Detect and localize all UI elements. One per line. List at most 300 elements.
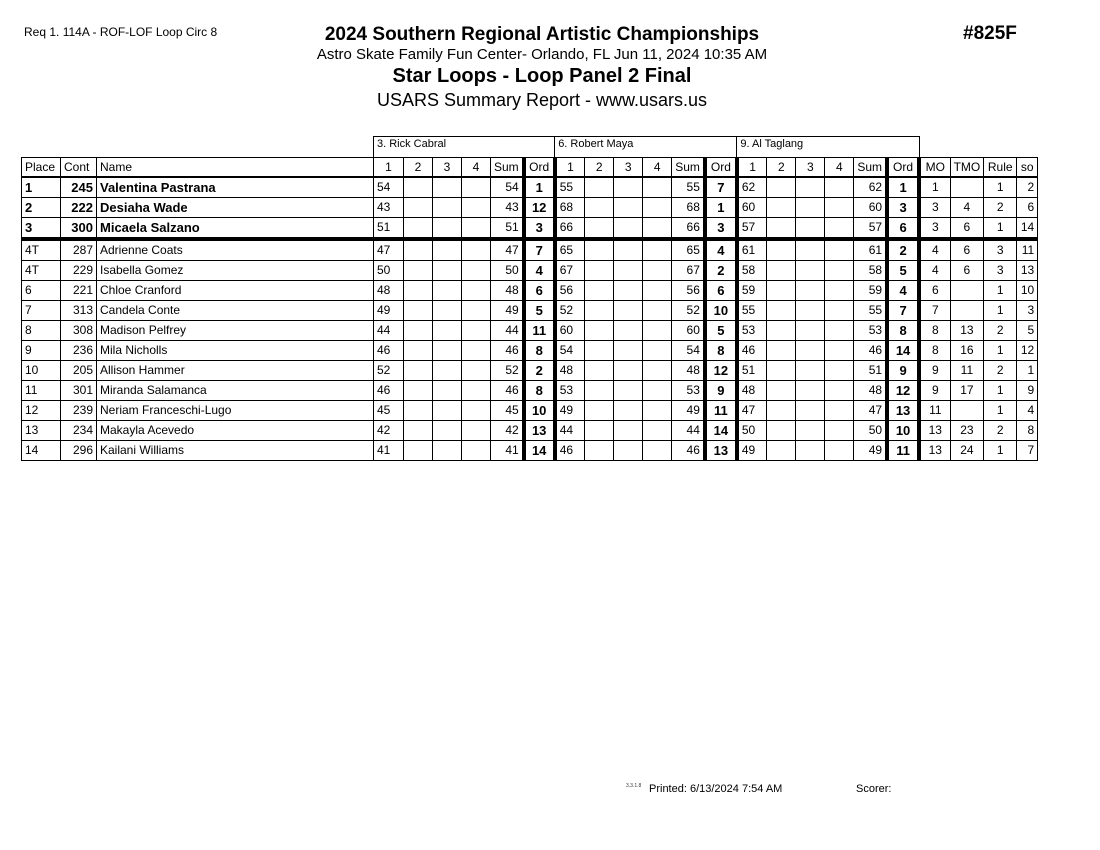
score-cell xyxy=(796,401,825,421)
score-cell: 54 xyxy=(555,341,585,361)
score-cell xyxy=(643,281,672,301)
score-cell xyxy=(404,361,433,381)
score-cell xyxy=(643,177,672,198)
so-cell: 5 xyxy=(1017,321,1038,341)
table-row xyxy=(22,401,1038,421)
cont-cell: 308 xyxy=(61,321,97,341)
col-rule: Rule xyxy=(984,158,1017,178)
so-cell: 1 xyxy=(1017,361,1038,381)
ordinal-cell: 9 xyxy=(705,381,737,401)
col-cont: Cont xyxy=(61,158,97,178)
rule-cell: 1 xyxy=(984,401,1017,421)
ordinal-cell: 10 xyxy=(705,301,737,321)
mo-cell: 7 xyxy=(919,301,950,321)
rule-cell: 2 xyxy=(984,198,1017,218)
mo-cell: 6 xyxy=(919,281,950,301)
col-judge2-3: 3 xyxy=(614,158,643,178)
sum-cell: 67 xyxy=(672,261,705,281)
sum-cell: 60 xyxy=(854,198,887,218)
competition-title: 2024 Southern Regional Artistic Championships xyxy=(324,24,760,45)
ordinal-cell: 11 xyxy=(705,401,737,421)
ordinal-cell: 14 xyxy=(524,441,555,461)
place-cell: 12 xyxy=(22,401,61,421)
ordinal-cell: 13 xyxy=(524,421,555,441)
tmo-cell xyxy=(950,401,984,421)
score-cell: 45 xyxy=(374,401,404,421)
ordinal-cell: 6 xyxy=(705,281,737,301)
score-cell: 49 xyxy=(737,441,767,461)
sum-cell: 54 xyxy=(491,177,524,198)
score-cell xyxy=(825,177,854,198)
col-judge1-1: 1 xyxy=(374,158,404,178)
cont-cell: 301 xyxy=(61,381,97,401)
mo-cell: 3 xyxy=(919,198,950,218)
mo-cell: 1 xyxy=(919,177,950,198)
cont-cell: 236 xyxy=(61,341,97,361)
col-judge3-ord: Ord xyxy=(887,158,919,178)
score-cell xyxy=(643,321,672,341)
score-cell: 68 xyxy=(555,198,585,218)
score-cell xyxy=(643,441,672,461)
score-cell xyxy=(433,341,462,361)
col-judge2-2: 2 xyxy=(585,158,614,178)
score-cell: 67 xyxy=(555,261,585,281)
score-cell xyxy=(404,177,433,198)
name-cell: Desiaha Wade xyxy=(97,198,374,218)
rule-cell: 2 xyxy=(984,321,1017,341)
score-cell xyxy=(767,239,796,261)
score-cell xyxy=(585,301,614,321)
score-cell xyxy=(767,341,796,361)
sum-cell: 45 xyxy=(491,401,524,421)
score-cell xyxy=(767,421,796,441)
score-cell xyxy=(404,441,433,461)
score-cell xyxy=(796,441,825,461)
score-cell: 58 xyxy=(737,261,767,281)
col-judge3-sum: Sum xyxy=(854,158,887,178)
ordinal-cell: 5 xyxy=(887,261,919,281)
place-cell: 4T xyxy=(22,239,61,261)
score-cell xyxy=(462,281,491,301)
mo-cell: 4 xyxy=(919,239,950,261)
ordinal-cell: 13 xyxy=(705,441,737,461)
col-tmo: TMO xyxy=(950,158,984,178)
score-cell: 54 xyxy=(374,177,404,198)
score-cell xyxy=(585,261,614,281)
score-cell xyxy=(767,261,796,281)
rule-cell: 1 xyxy=(984,441,1017,461)
name-cell: Allison Hammer xyxy=(97,361,374,381)
col-judge2-1: 1 xyxy=(555,158,585,178)
sum-cell: 52 xyxy=(491,361,524,381)
score-cell xyxy=(643,341,672,361)
tmo-cell: 11 xyxy=(950,361,984,381)
ordinal-cell: 4 xyxy=(705,239,737,261)
score-cell xyxy=(767,401,796,421)
col-judge2-4: 4 xyxy=(643,158,672,178)
rule-cell: 3 xyxy=(984,261,1017,281)
score-cell xyxy=(404,218,433,240)
score-cell xyxy=(767,198,796,218)
sum-cell: 61 xyxy=(854,239,887,261)
score-cell xyxy=(585,218,614,240)
score-cell xyxy=(614,381,643,401)
name-cell: Miranda Salamanca xyxy=(97,381,374,401)
place-cell: 9 xyxy=(22,341,61,361)
score-cell xyxy=(825,441,854,461)
judge-header-row xyxy=(22,137,1038,158)
score-cell: 56 xyxy=(555,281,585,301)
cont-cell: 296 xyxy=(61,441,97,461)
score-cell xyxy=(462,239,491,261)
score-cell xyxy=(433,218,462,240)
score-cell: 59 xyxy=(737,281,767,301)
cont-cell: 239 xyxy=(61,401,97,421)
score-cell: 53 xyxy=(555,381,585,401)
score-cell: 51 xyxy=(374,218,404,240)
sum-cell: 65 xyxy=(672,239,705,261)
score-cell: 60 xyxy=(555,321,585,341)
score-cell xyxy=(433,421,462,441)
ordinal-cell: 9 xyxy=(887,361,919,381)
score-cell xyxy=(585,361,614,381)
score-cell xyxy=(825,261,854,281)
tmo-cell: 24 xyxy=(950,441,984,461)
table-row xyxy=(22,239,1038,261)
place-cell: 1 xyxy=(22,177,61,198)
place-cell: 10 xyxy=(22,361,61,381)
score-cell xyxy=(825,239,854,261)
score-cell xyxy=(796,361,825,381)
place-cell: 8 xyxy=(22,321,61,341)
tmo-cell: 4 xyxy=(950,198,984,218)
name-cell: Chloe Cranford xyxy=(97,281,374,301)
ordinal-cell: 10 xyxy=(524,401,555,421)
score-cell xyxy=(585,421,614,441)
sum-cell: 49 xyxy=(491,301,524,321)
score-cell xyxy=(825,341,854,361)
sum-cell: 43 xyxy=(491,198,524,218)
ordinal-cell: 2 xyxy=(887,239,919,261)
sum-cell: 48 xyxy=(491,281,524,301)
sum-cell: 50 xyxy=(854,421,887,441)
score-cell xyxy=(796,321,825,341)
score-cell xyxy=(585,341,614,361)
score-cell xyxy=(433,239,462,261)
so-cell: 3 xyxy=(1017,301,1038,321)
mo-cell: 9 xyxy=(919,361,950,381)
sum-cell: 68 xyxy=(672,198,705,218)
ordinal-cell: 7 xyxy=(887,301,919,321)
score-cell xyxy=(643,401,672,421)
score-cell xyxy=(433,301,462,321)
sum-cell: 53 xyxy=(672,381,705,401)
requirement-label: Req 1. 114A - ROF-LOF Loop Circ 8 xyxy=(24,25,218,39)
name-cell: Madison Pelfrey xyxy=(97,321,374,341)
so-cell: 8 xyxy=(1017,421,1038,441)
score-cell: 44 xyxy=(374,321,404,341)
ordinal-cell: 2 xyxy=(524,361,555,381)
place-cell: 6 xyxy=(22,281,61,301)
sum-cell: 51 xyxy=(491,218,524,240)
score-cell: 50 xyxy=(737,421,767,441)
judge-name: 9. Al Taglang xyxy=(737,137,919,158)
sum-cell: 52 xyxy=(672,301,705,321)
score-cell xyxy=(433,261,462,281)
score-cell xyxy=(433,198,462,218)
score-cell xyxy=(796,421,825,441)
mo-cell: 13 xyxy=(919,441,950,461)
score-cell xyxy=(404,281,433,301)
sum-cell: 55 xyxy=(672,177,705,198)
score-cell xyxy=(433,401,462,421)
rule-cell: 1 xyxy=(984,381,1017,401)
so-cell: 12 xyxy=(1017,341,1038,361)
printed-timestamp: Printed: 6/13/2024 7:54 AM xyxy=(649,783,783,795)
rule-cell: 2 xyxy=(984,421,1017,441)
score-cell xyxy=(585,239,614,261)
place-cell: 7 xyxy=(22,301,61,321)
score-cell xyxy=(404,301,433,321)
sum-cell: 46 xyxy=(854,341,887,361)
sum-cell: 46 xyxy=(491,341,524,361)
cont-cell: 222 xyxy=(61,198,97,218)
score-cell xyxy=(585,321,614,341)
ordinal-cell: 1 xyxy=(705,198,737,218)
mo-cell: 4 xyxy=(919,261,950,281)
score-cell xyxy=(767,218,796,240)
sum-cell: 48 xyxy=(672,361,705,381)
ordinal-cell: 4 xyxy=(524,261,555,281)
score-cell: 48 xyxy=(737,381,767,401)
score-cell xyxy=(614,441,643,461)
mo-cell: 8 xyxy=(919,321,950,341)
score-cell xyxy=(433,177,462,198)
ordinal-cell: 12 xyxy=(887,381,919,401)
score-cell xyxy=(643,421,672,441)
name-cell: Isabella Gomez xyxy=(97,261,374,281)
rule-cell: 2 xyxy=(984,361,1017,381)
score-cell: 50 xyxy=(374,261,404,281)
score-cell xyxy=(585,441,614,461)
table-row xyxy=(22,421,1038,441)
tmo-cell: 23 xyxy=(950,421,984,441)
sum-cell: 53 xyxy=(854,321,887,341)
col-name: Name xyxy=(97,158,374,178)
sum-cell: 48 xyxy=(854,381,887,401)
score-cell xyxy=(614,341,643,361)
cont-cell: 287 xyxy=(61,239,97,261)
judge-name: 6. Robert Maya xyxy=(555,137,737,158)
score-cell: 57 xyxy=(737,218,767,240)
score-cell xyxy=(643,239,672,261)
score-cell: 49 xyxy=(374,301,404,321)
results-table xyxy=(21,136,1038,461)
ordinal-cell: 12 xyxy=(705,361,737,381)
score-cell: 43 xyxy=(374,198,404,218)
rule-cell: 1 xyxy=(984,177,1017,198)
so-cell: 14 xyxy=(1017,218,1038,240)
col-judge1-2: 2 xyxy=(404,158,433,178)
score-cell xyxy=(614,218,643,240)
col-judge3-2: 2 xyxy=(767,158,796,178)
score-cell xyxy=(643,361,672,381)
score-cell xyxy=(796,239,825,261)
ordinal-cell: 2 xyxy=(705,261,737,281)
score-cell xyxy=(825,198,854,218)
col-judge2-ord: Ord xyxy=(705,158,737,178)
so-cell: 4 xyxy=(1017,401,1038,421)
tmo-cell xyxy=(950,301,984,321)
score-cell: 46 xyxy=(555,441,585,461)
mo-cell: 9 xyxy=(919,381,950,401)
software-version: 3.3.1.8 xyxy=(626,783,642,789)
score-cell: 42 xyxy=(374,421,404,441)
score-cell: 60 xyxy=(737,198,767,218)
score-cell xyxy=(614,301,643,321)
score-cell xyxy=(462,401,491,421)
sum-cell: 56 xyxy=(672,281,705,301)
so-cell: 11 xyxy=(1017,239,1038,261)
sum-cell: 50 xyxy=(491,261,524,281)
sum-cell: 57 xyxy=(854,218,887,240)
table-row xyxy=(22,341,1038,361)
score-cell xyxy=(614,177,643,198)
score-cell: 47 xyxy=(374,239,404,261)
table-row xyxy=(22,361,1038,381)
sum-cell: 47 xyxy=(854,401,887,421)
col-judge3-4: 4 xyxy=(825,158,854,178)
scorer-label: Scorer: xyxy=(856,783,892,795)
name-cell: Micaela Salzano xyxy=(97,218,374,240)
table-row xyxy=(22,281,1038,301)
ordinal-cell: 7 xyxy=(524,239,555,261)
so-cell: 10 xyxy=(1017,281,1038,301)
ordinal-cell: 8 xyxy=(524,381,555,401)
score-cell xyxy=(825,321,854,341)
score-cell: 55 xyxy=(737,301,767,321)
ordinal-cell: 14 xyxy=(887,341,919,361)
ordinal-cell: 8 xyxy=(887,321,919,341)
score-cell: 51 xyxy=(737,361,767,381)
sum-cell: 44 xyxy=(672,421,705,441)
ordinal-cell: 5 xyxy=(705,321,737,341)
tmo-cell: 17 xyxy=(950,381,984,401)
score-cell xyxy=(462,198,491,218)
name-cell: Candela Conte xyxy=(97,301,374,321)
cont-cell: 234 xyxy=(61,421,97,441)
score-cell xyxy=(404,239,433,261)
judge-name: 3. Rick Cabral xyxy=(374,137,555,158)
sum-cell: 41 xyxy=(491,441,524,461)
score-cell: 62 xyxy=(737,177,767,198)
rule-cell: 1 xyxy=(984,341,1017,361)
ordinal-cell: 3 xyxy=(887,198,919,218)
sum-cell: 49 xyxy=(854,441,887,461)
score-cell xyxy=(404,381,433,401)
score-cell xyxy=(404,321,433,341)
place-cell: 2 xyxy=(22,198,61,218)
ordinal-cell: 11 xyxy=(887,441,919,461)
score-cell xyxy=(825,218,854,240)
score-cell xyxy=(767,301,796,321)
name-cell: Mila Nicholls xyxy=(97,341,374,361)
col-judge3-3: 3 xyxy=(796,158,825,178)
sum-cell: 42 xyxy=(491,421,524,441)
score-cell: 48 xyxy=(555,361,585,381)
score-cell xyxy=(614,198,643,218)
score-cell xyxy=(404,421,433,441)
score-cell xyxy=(643,218,672,240)
table-row xyxy=(22,441,1038,461)
score-cell xyxy=(796,281,825,301)
score-cell: 53 xyxy=(737,321,767,341)
col-so: so xyxy=(1017,158,1038,178)
tmo-cell: 13 xyxy=(950,321,984,341)
score-cell xyxy=(433,361,462,381)
ordinal-cell: 3 xyxy=(524,218,555,240)
score-cell xyxy=(614,401,643,421)
mo-cell: 8 xyxy=(919,341,950,361)
score-cell: 46 xyxy=(374,341,404,361)
score-cell xyxy=(585,281,614,301)
rule-cell: 1 xyxy=(984,281,1017,301)
col-judge2-sum: Sum xyxy=(672,158,705,178)
ordinal-cell: 1 xyxy=(524,177,555,198)
score-cell xyxy=(614,321,643,341)
sum-cell: 47 xyxy=(491,239,524,261)
tmo-cell: 6 xyxy=(950,261,984,281)
table-row xyxy=(22,218,1038,240)
score-cell xyxy=(796,301,825,321)
ordinal-cell: 10 xyxy=(887,421,919,441)
score-cell xyxy=(404,401,433,421)
col-judge1-3: 3 xyxy=(433,158,462,178)
mo-cell: 11 xyxy=(919,401,950,421)
score-cell xyxy=(433,321,462,341)
score-cell xyxy=(462,421,491,441)
rule-cell: 3 xyxy=(984,239,1017,261)
so-cell: 6 xyxy=(1017,198,1038,218)
cont-cell: 313 xyxy=(61,301,97,321)
score-cell: 49 xyxy=(555,401,585,421)
event-code: #825F xyxy=(963,23,1017,44)
score-cell xyxy=(767,321,796,341)
sum-cell: 44 xyxy=(491,321,524,341)
so-cell: 9 xyxy=(1017,381,1038,401)
score-cell xyxy=(462,381,491,401)
col-judge3-1: 1 xyxy=(737,158,767,178)
col-judge1-ord: Ord xyxy=(524,158,555,178)
score-cell xyxy=(462,361,491,381)
score-cell xyxy=(767,441,796,461)
cont-cell: 229 xyxy=(61,261,97,281)
score-cell xyxy=(796,218,825,240)
ordinal-cell: 6 xyxy=(887,218,919,240)
tmo-cell: 16 xyxy=(950,341,984,361)
score-cell xyxy=(404,261,433,281)
sum-cell: 55 xyxy=(854,301,887,321)
score-cell xyxy=(796,177,825,198)
sum-cell: 46 xyxy=(672,441,705,461)
venue-date-line: Astro Skate Family Fun Center- Orlando, FL Jun 11, 2024 10:35 AM xyxy=(316,46,768,63)
rule-cell: 1 xyxy=(984,218,1017,240)
ordinal-cell: 4 xyxy=(887,281,919,301)
so-cell: 13 xyxy=(1017,261,1038,281)
place-cell: 14 xyxy=(22,441,61,461)
score-cell xyxy=(462,218,491,240)
table-row xyxy=(22,198,1038,218)
